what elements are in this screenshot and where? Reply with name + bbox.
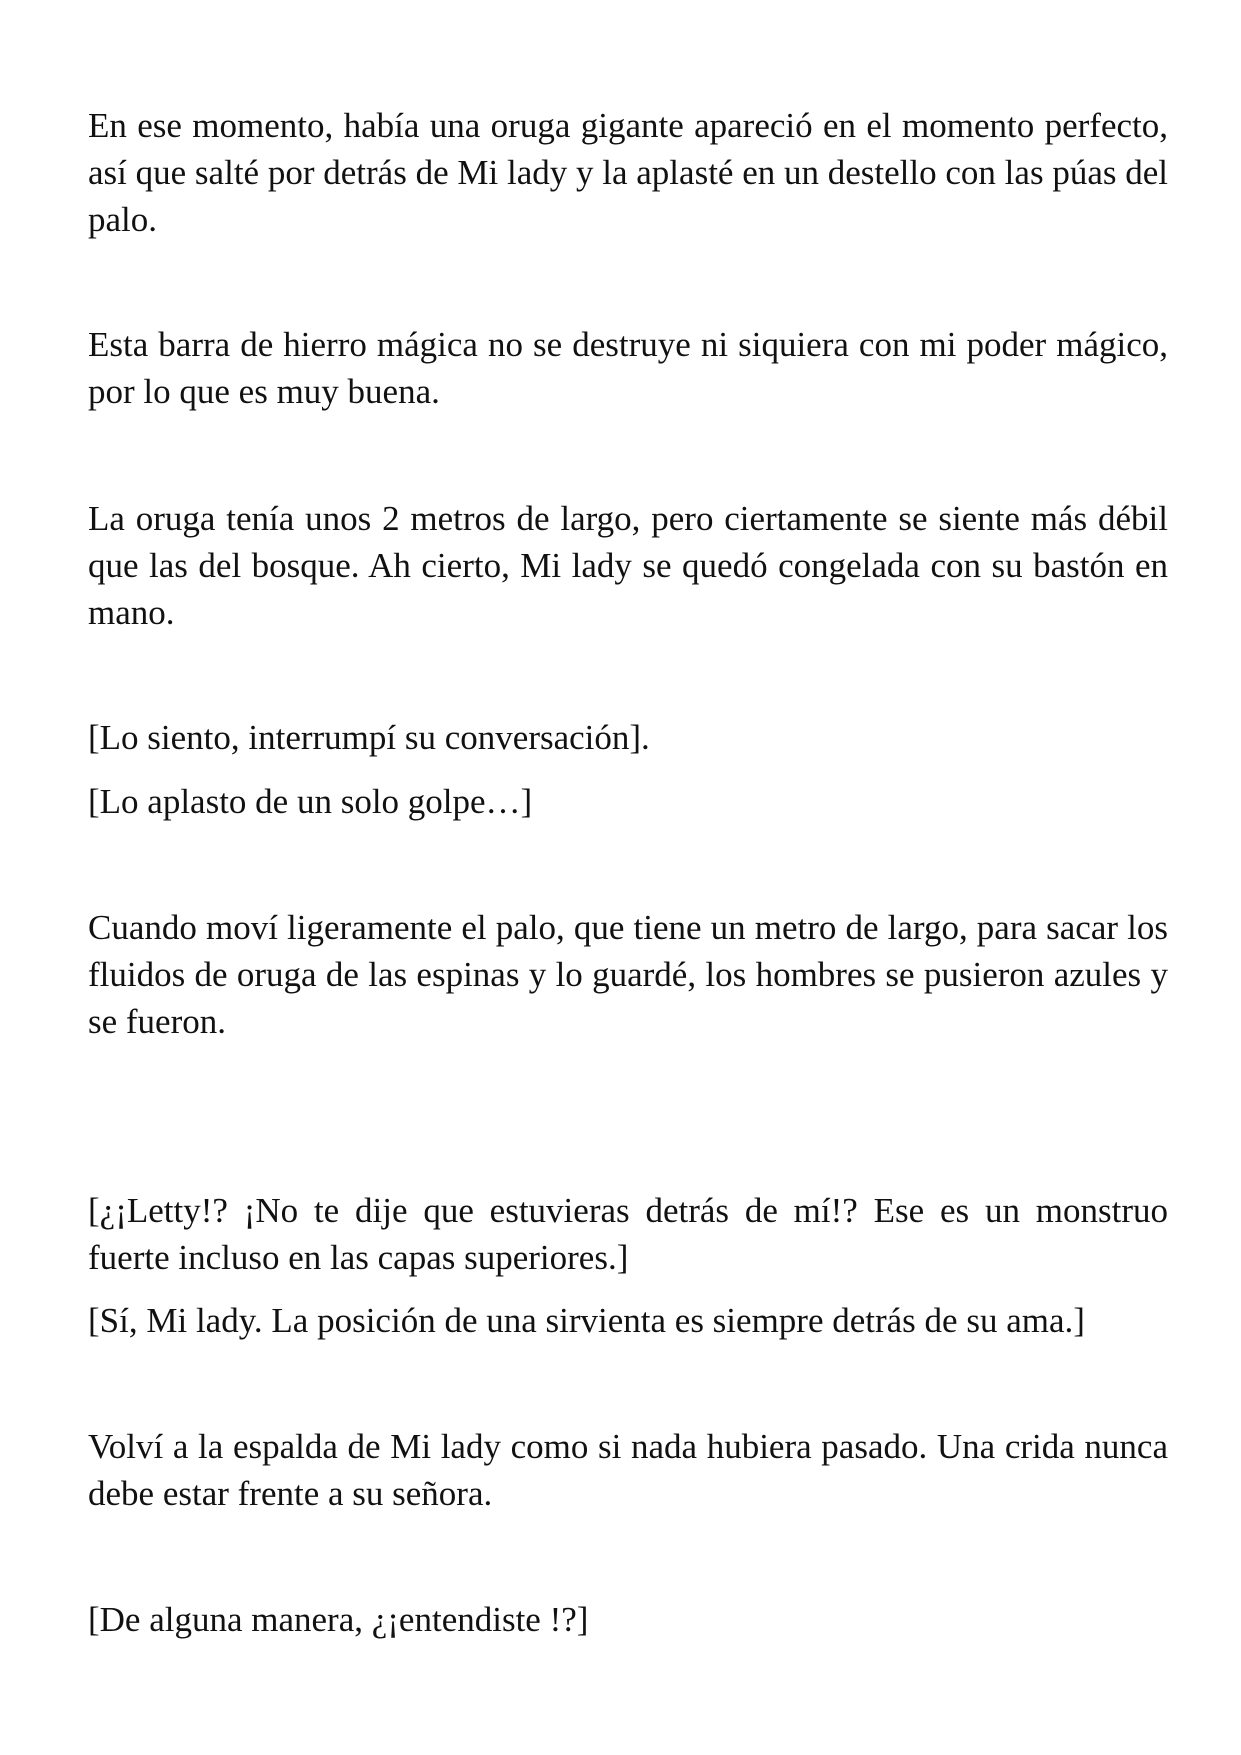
dialogue-line-5: [De alguna manera, ¿¡entendiste !?]	[88, 1600, 589, 1639]
paragraph-1: En ese momento, había una oruga gigante apareció en el momento perfecto, así que salté por detrás de Mi lady y la aplasté en un destello con las púas del palo.	[88, 106, 1168, 239]
dialogue-line-1: [Lo siento, interrumpí su conversación].	[88, 718, 650, 757]
dialogue-line-3: [¿¡Letty!? ¡No te dije que estuvieras detrás de mí!? Ese es un monstruo fuerte incluso en las capas superiores.]	[88, 1191, 1168, 1277]
dialogue-line-2: [Lo aplasto de un solo golpe…]	[88, 782, 533, 821]
paragraph-2: Esta barra de hierro mágica no se destruye ni siquiera con mi poder mágico, por lo que es muy buena.	[88, 325, 1168, 411]
paragraph-4: Cuando moví ligeramente el palo, que tiene un metro de largo, para sacar los fluidos de oruga de las espinas y lo guardé, los hombres se pusieron azules y se fueron.	[88, 908, 1168, 1041]
paragraph-3: La oruga tenía unos 2 metros de largo, pero ciertamente se siente más débil que las del bosque. Ah cierto, Mi lady se quedó congelada con su bastón en mano.	[88, 499, 1168, 632]
dialogue-line-4: [Sí, Mi lady. La posición de una sirvienta es siempre detrás de su ama.]	[88, 1301, 1085, 1340]
paragraph-5: Volví a la espalda de Mi lady como si nada hubiera pasado. Una crida nunca debe estar frente a su señora.	[88, 1427, 1168, 1513]
